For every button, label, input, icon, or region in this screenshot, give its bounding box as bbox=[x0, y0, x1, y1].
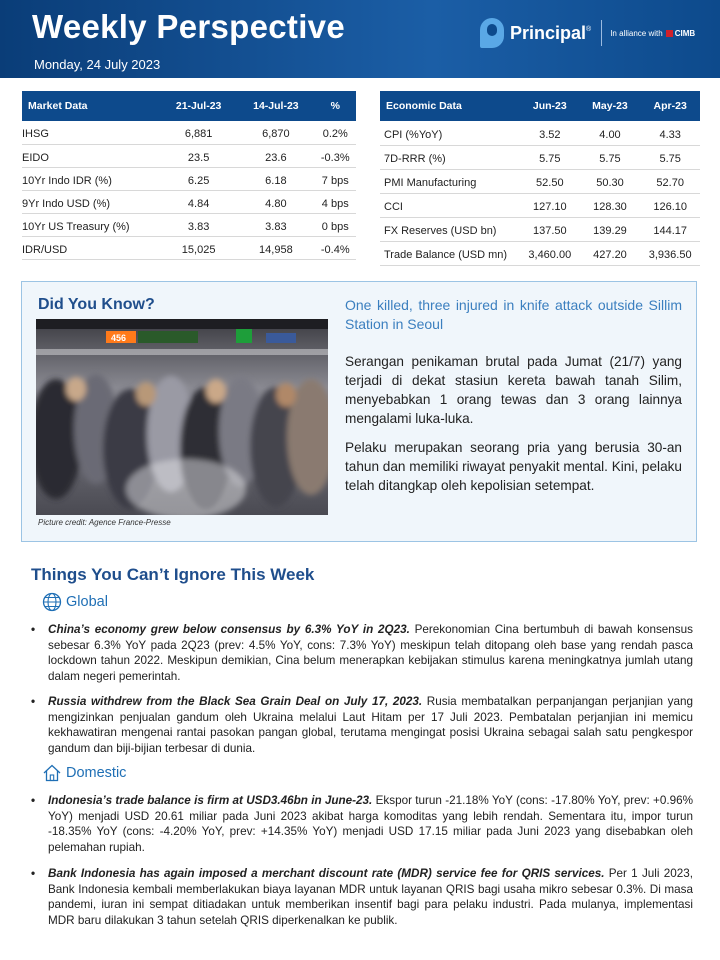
cell: 6.18 bbox=[237, 167, 314, 190]
news-photo bbox=[36, 319, 328, 515]
table-row bbox=[380, 145, 700, 169]
bullet-headline: Bank Indonesia has again imposed a merchant discount rate (MDR) service fee for QRIS services. bbox=[48, 867, 605, 880]
bullet-body: Per 1 Juli 2023, Bank Indonesia kembali memberlakukan biaya layanan MDR untuk layanan QRIS bagi usaha mikro sebesar 0.3%. Di masa pandemi, iuran ini sempat ditiadakan untuk memberikan insentif bagi para pelaku industri. Pada mulanya, implementasi MDR baru dilakukan 3 tahun setelah QRIS diperkenalkan ke publik. bbox=[48, 867, 693, 927]
table-row bbox=[22, 167, 356, 190]
column-header: 14-Jul-23 bbox=[237, 91, 314, 121]
cell: 6.25 bbox=[160, 167, 237, 190]
cell: 3,460.00 bbox=[520, 241, 580, 265]
row-label: FX Reserves (USD bn) bbox=[380, 217, 520, 241]
economic-data-table bbox=[380, 91, 700, 266]
table-row bbox=[22, 144, 356, 167]
category-label: Global bbox=[66, 594, 108, 610]
table-row bbox=[380, 193, 700, 217]
bullet-headline: Indonesia’s trade balance is firm at USD3.46bn in June-23. bbox=[48, 794, 373, 807]
cell: 52.50 bbox=[520, 169, 580, 193]
row-label: 10Yr Indo IDR (%) bbox=[22, 167, 160, 190]
header-banner bbox=[0, 0, 720, 78]
table-row bbox=[22, 121, 356, 144]
cell: 23.6 bbox=[237, 144, 314, 167]
row-label: IDR/USD bbox=[22, 236, 160, 259]
cell: 4.80 bbox=[237, 190, 314, 213]
globe-icon bbox=[42, 592, 62, 612]
did-you-know-heading: Did You Know? bbox=[38, 296, 155, 313]
row-label: Trade Balance (USD mn) bbox=[380, 241, 520, 265]
row-label: 9Yr Indo USD (%) bbox=[22, 190, 160, 213]
house-icon bbox=[42, 763, 62, 783]
cell: 5.75 bbox=[640, 145, 700, 169]
bullet-headline: Russia withdrew from the Black Sea Grain Deal on July 17, 2023. bbox=[48, 695, 423, 708]
cell: 4.00 bbox=[580, 121, 641, 145]
section-title: Things You Can’t Ignore This Week bbox=[31, 565, 315, 584]
bullet-body: Perekonomian Cina bertumbuh di bawah konsensus sebesar 6.3% YoY pada 2Q23 (prev: 4.5% YoY, cons: 7.3% YoY) meskipun telah ditopang oleh base yang rendah pasca lockdown tahun 2022. Meskipun demikian, Cina belum menerapkan kebijakan stimulus karena meningkatnya jumlah utang dalam negeri pemerintah. bbox=[48, 623, 693, 683]
principal-logo-icon bbox=[480, 18, 504, 48]
cell: 144.17 bbox=[640, 217, 700, 241]
cell: 23.5 bbox=[160, 144, 237, 167]
did-you-know-box bbox=[21, 281, 697, 542]
registered-mark: ® bbox=[586, 25, 592, 33]
bullet-dot: • bbox=[31, 623, 36, 636]
cell: 4 bps bbox=[315, 190, 357, 213]
report-date: Monday, 24 July 2023 bbox=[34, 57, 161, 72]
table-row bbox=[22, 213, 356, 236]
row-label: 10Yr US Treasury (%) bbox=[22, 213, 160, 236]
bullet-dot: • bbox=[31, 794, 36, 807]
cell: 15,025 bbox=[160, 236, 237, 259]
table-row bbox=[22, 190, 356, 213]
cell: 3,936.50 bbox=[640, 241, 700, 265]
brand-logo bbox=[480, 17, 695, 49]
cell: 50.30 bbox=[580, 169, 641, 193]
column-header: Economic Data bbox=[380, 91, 520, 121]
cell: 0 bps bbox=[315, 213, 357, 236]
bullet-body: Rusia membatalkan perpanjangan perjanjian yang mengizinkan penjualan gandum oleh Ukraina melalui Laut Hitam per 17 Juli 2023. Pembatalan perjanjian ini memicu kekhawatiran mengenai rantai pasokan pangan global, terutama mengingat posisi Ukraina sebagai salah satu pengkespor gandum dan biji-bijian terbesar di dunia. bbox=[48, 695, 693, 755]
bullet-headline: China’s economy grew below consensus by 6.3% YoY in 2Q23. bbox=[48, 623, 410, 636]
cell: 0.2% bbox=[315, 121, 357, 144]
bullet-dot: • bbox=[31, 867, 36, 880]
alliance-text: In alliance with bbox=[610, 28, 663, 38]
cell: 6,881 bbox=[160, 121, 237, 144]
column-header: 21-Jul-23 bbox=[160, 91, 237, 121]
crowd-photo-image bbox=[36, 319, 328, 515]
row-label: IHSG bbox=[22, 121, 160, 144]
cell: 52.70 bbox=[640, 169, 700, 193]
cell: 7 bps bbox=[315, 167, 357, 190]
row-label: 7D-RRR (%) bbox=[380, 145, 520, 169]
row-label: EIDO bbox=[22, 144, 160, 167]
table-row bbox=[380, 169, 700, 193]
cell: 4.84 bbox=[160, 190, 237, 213]
category-global bbox=[42, 592, 108, 612]
news-headline: One killed, three injured in knife attack outside Sillim Station in Seoul bbox=[345, 297, 682, 332]
cell: 6,870 bbox=[237, 121, 314, 144]
cell: 4.33 bbox=[640, 121, 700, 145]
column-header: Apr-23 bbox=[640, 91, 700, 121]
cell: 126.10 bbox=[640, 193, 700, 217]
news-paragraph: Pelaku merupakan seorang pria yang berusia 30-an tahun dan memiliki riwayat penyakit mental. Kini, pelaku telah ditangkap oleh kepolisian setempat. bbox=[345, 440, 682, 493]
table-row bbox=[22, 236, 356, 259]
category-domestic bbox=[42, 763, 126, 783]
cell: 3.83 bbox=[160, 213, 237, 236]
cell: -0.4% bbox=[315, 236, 357, 259]
cell: 127.10 bbox=[520, 193, 580, 217]
bullet-dot: • bbox=[31, 695, 36, 708]
column-header: Market Data bbox=[22, 91, 160, 121]
list-item bbox=[31, 793, 693, 855]
bullet-body: Ekspor turun -21.18% YoY (cons: -17.80% YoY, prev: +0.96% YoY) menjadi USD 20.61 miliar pada Juni 2023 akibat harga komoditas yang lebih rendah. Sementara itu, impor turun -18.35% YoY (cons: -4.20% YoY, prev: +14.35% YoY) menjadi USD 17.15 miliar pada Juni 2023 yang disebabkan oleh pelemahan rupiah. bbox=[48, 794, 693, 854]
cell: 137.50 bbox=[520, 217, 580, 241]
logo-divider bbox=[601, 20, 602, 46]
table-row bbox=[380, 217, 700, 241]
row-label: CCI bbox=[380, 193, 520, 217]
partner-logo: CIMB bbox=[666, 29, 695, 38]
cell: 5.75 bbox=[520, 145, 580, 169]
news-paragraph: Serangan penikaman brutal pada Jumat (21/7) yang terjadi di dekat stasiun kereta bawah tanah Silim, menyebabkan 1 orang tewas dan 3 orang lainnya mengalami luka-luka. bbox=[345, 354, 682, 426]
station-sign-text: 456 bbox=[111, 333, 127, 343]
table-row bbox=[380, 241, 700, 265]
table-header-row bbox=[380, 91, 700, 121]
column-header: Jun-23 bbox=[520, 91, 580, 121]
table-row bbox=[380, 121, 700, 145]
category-label: Domestic bbox=[66, 765, 127, 781]
cell: 139.29 bbox=[580, 217, 641, 241]
row-label: CPI (%YoY) bbox=[380, 121, 520, 145]
cell: 14,958 bbox=[237, 236, 314, 259]
cell: 5.75 bbox=[580, 145, 641, 169]
market-data-table bbox=[22, 91, 356, 260]
page-title: Weekly Perspective bbox=[32, 8, 345, 45]
list-item bbox=[31, 694, 693, 756]
column-header: May-23 bbox=[580, 91, 641, 121]
list-item bbox=[31, 622, 693, 684]
brand-name: Principal bbox=[510, 22, 587, 43]
row-label: PMI Manufacturing bbox=[380, 169, 520, 193]
column-header: % bbox=[315, 91, 357, 121]
cell: 3.83 bbox=[237, 213, 314, 236]
cell: 128.30 bbox=[580, 193, 641, 217]
list-item bbox=[31, 866, 693, 928]
cell: -0.3% bbox=[315, 144, 357, 167]
table-header-row bbox=[22, 91, 356, 121]
photo-credit: Picture credit: Agence France-Presse bbox=[38, 518, 171, 527]
cell: 3.52 bbox=[520, 121, 580, 145]
cell: 427.20 bbox=[580, 241, 641, 265]
